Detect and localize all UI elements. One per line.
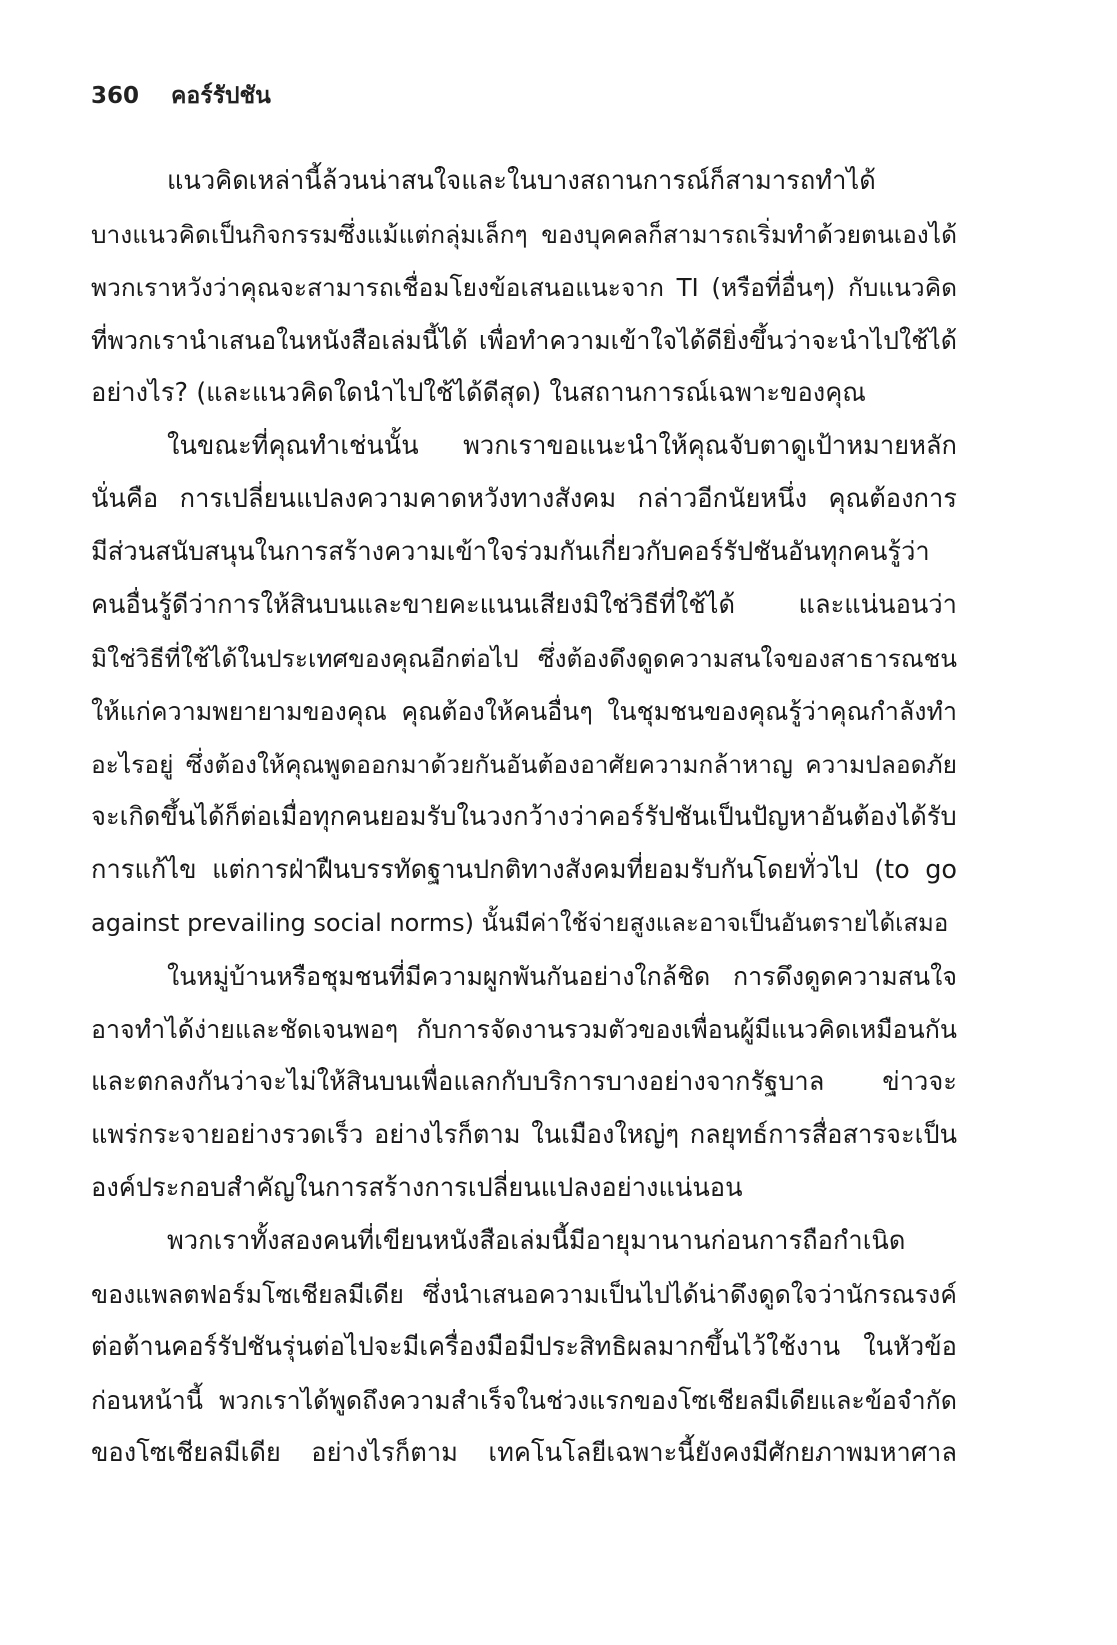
text-line: แนวคิดเหล่านี้ล้วนน่าสนใจและในบางสถานการณ์ก็สามารถทำได้	[167, 166, 876, 196]
text-line: ที่พวกเรานำเสนอในหนังสือเล่มนี้ได้ เพื่อทำความเข้าใจได้ดียิ่งขึ้นว่าจะนำไปใช้ได้	[91, 326, 957, 355]
running-header	[91, 78, 271, 118]
book-title: คอร์รัปชัน	[171, 83, 271, 109]
text-line: อะไรอยู่ ซึ่งต้องให้คุณพูดออกมาด้วยกันอันต้องอาศัยความกล้าหาญ ความปลอดภัย	[91, 750, 957, 779]
text-line: มีส่วนสนับสนุนในการสร้างความเข้าใจร่วมกันเกี่ยวกับคอร์รัปชันอันทุกคนรู้ว่า	[91, 537, 930, 567]
text-line: พวกเราทั้งสองคนที่เขียนหนังสือเล่มนี้มีอายุมานานก่อนการถือกำเนิด	[167, 1226, 906, 1256]
text-line: against prevailing social norms) นั้นมีค่าใช้จ่ายสูงและอาจเป็นอันตรายได้เสมอ	[91, 909, 949, 937]
text-line: บางแนวคิดเป็นกิจกรรมซึ่งแม้แต่กลุ่มเล็กๆ ของบุคคลก็สามารถเริ่มทำด้วยตนเองได้	[91, 220, 957, 249]
text-line: การแก้ไข แต่การฝ่าฝืนบรรทัดฐานปกติทางสังคมที่ยอมรับกันโดยทั่วไป (to go	[91, 855, 957, 885]
text-line: และตกลงกันว่าจะไม่ให้สินบนเพื่อแลกกับบริการบางอย่างจากรัฐบาล ข่าวจะ	[91, 1067, 957, 1097]
text-line: ให้แก่ความพยายามของคุณ คุณต้องให้คนอื่นๆ ในชุมชนของคุณรู้ว่าคุณกำลังทำ	[91, 697, 957, 726]
text-line: ในขณะที่คุณทำเช่นนั้น พวกเราขอแนะนำให้คุณจับตาดูเป้าหมายหลัก	[167, 431, 957, 461]
text-line: องค์ประกอบสำคัญในการสร้างการเปลี่ยนแปลงอย่างแน่นอน	[91, 1173, 743, 1203]
text-line: แพร่กระจายอย่างรวดเร็ว อย่างไรก็ตาม ในเมืองใหญ่ๆ กลยุทธ์การสื่อสารจะเป็น	[91, 1120, 957, 1150]
text-line: นั่นคือ การเปลี่ยนแปลงความคาดหวังทางสังคม กล่าวอีกนัยหนึ่ง คุณต้องการ	[91, 484, 957, 514]
text-line: ก่อนหน้านี้ พวกเราได้พูดถึงความสำเร็จในช่วงแรกของโซเชียลมีเดียและข้อจำกัด	[91, 1386, 957, 1415]
paragraph-4	[91, 1215, 957, 1480]
text-line: ของโซเชียลมีเดีย อย่างไรก็ตาม เทคโนโลยีเฉพาะนี้ยังคงมีศักยภาพมหาศาล	[91, 1438, 957, 1468]
text-line: ในหมู่บ้านหรือชุมชนที่มีความผูกพันกันอย่างใกล้ชิด การดึงดูดความสนใจ	[167, 962, 957, 991]
text-line: คนอื่นรู้ดีว่าการให้สินบนและขายคะแนนเสียงมิใช่วิธีที่ใช้ได้ และแน่นอนว่า	[91, 590, 957, 620]
paragraph-2	[91, 420, 957, 950]
text-line: อาจทำได้ง่ายและชัดเจนพอๆ กับการจัดงานรวมตัวของเพื่อนผู้มีแนวคิดเหมือนกัน	[91, 1015, 957, 1044]
text-line: ของแพลตฟอร์มโซเชียลมีเดีย ซึ่งนำเสนอความเป็นไปได้น่าดึงดูดใจว่านักรณรงค์	[91, 1280, 957, 1309]
text-line: พวกเราหวังว่าคุณจะสามารถเชื่อมโยงข้อเสนอแนะจาก TI (หรือที่อื่นๆ) กับแนวคิด	[91, 273, 957, 302]
text-line: อย่างไร? (และแนวคิดใดนำไปใช้ได้ดีสุด) ในสถานการณ์เฉพาะของคุณ	[91, 378, 866, 408]
body-text	[91, 155, 957, 1480]
page-number: 360	[91, 83, 140, 109]
text-line: มิใช่วิธีที่ใช้ได้ในประเทศของคุณอีกต่อไป ซึ่งต้องดึงดูดความสนใจของสาธารณชน	[91, 644, 957, 673]
text-line: จะเกิดขึ้นได้ก็ต่อเมื่อทุกคนยอมรับในวงกว้างว่าคอร์รัปชันเป็นปัญหาอันต้องได้รับ	[91, 802, 957, 832]
paragraph-3	[91, 950, 957, 1215]
paragraph-1	[91, 155, 957, 420]
text-line: ต่อต้านคอร์รัปชันรุ่นต่อไปจะมีเครื่องมือมีประสิทธิผลมากขึ้นไว้ใช้งาน ในหัวข้อ	[91, 1332, 957, 1362]
